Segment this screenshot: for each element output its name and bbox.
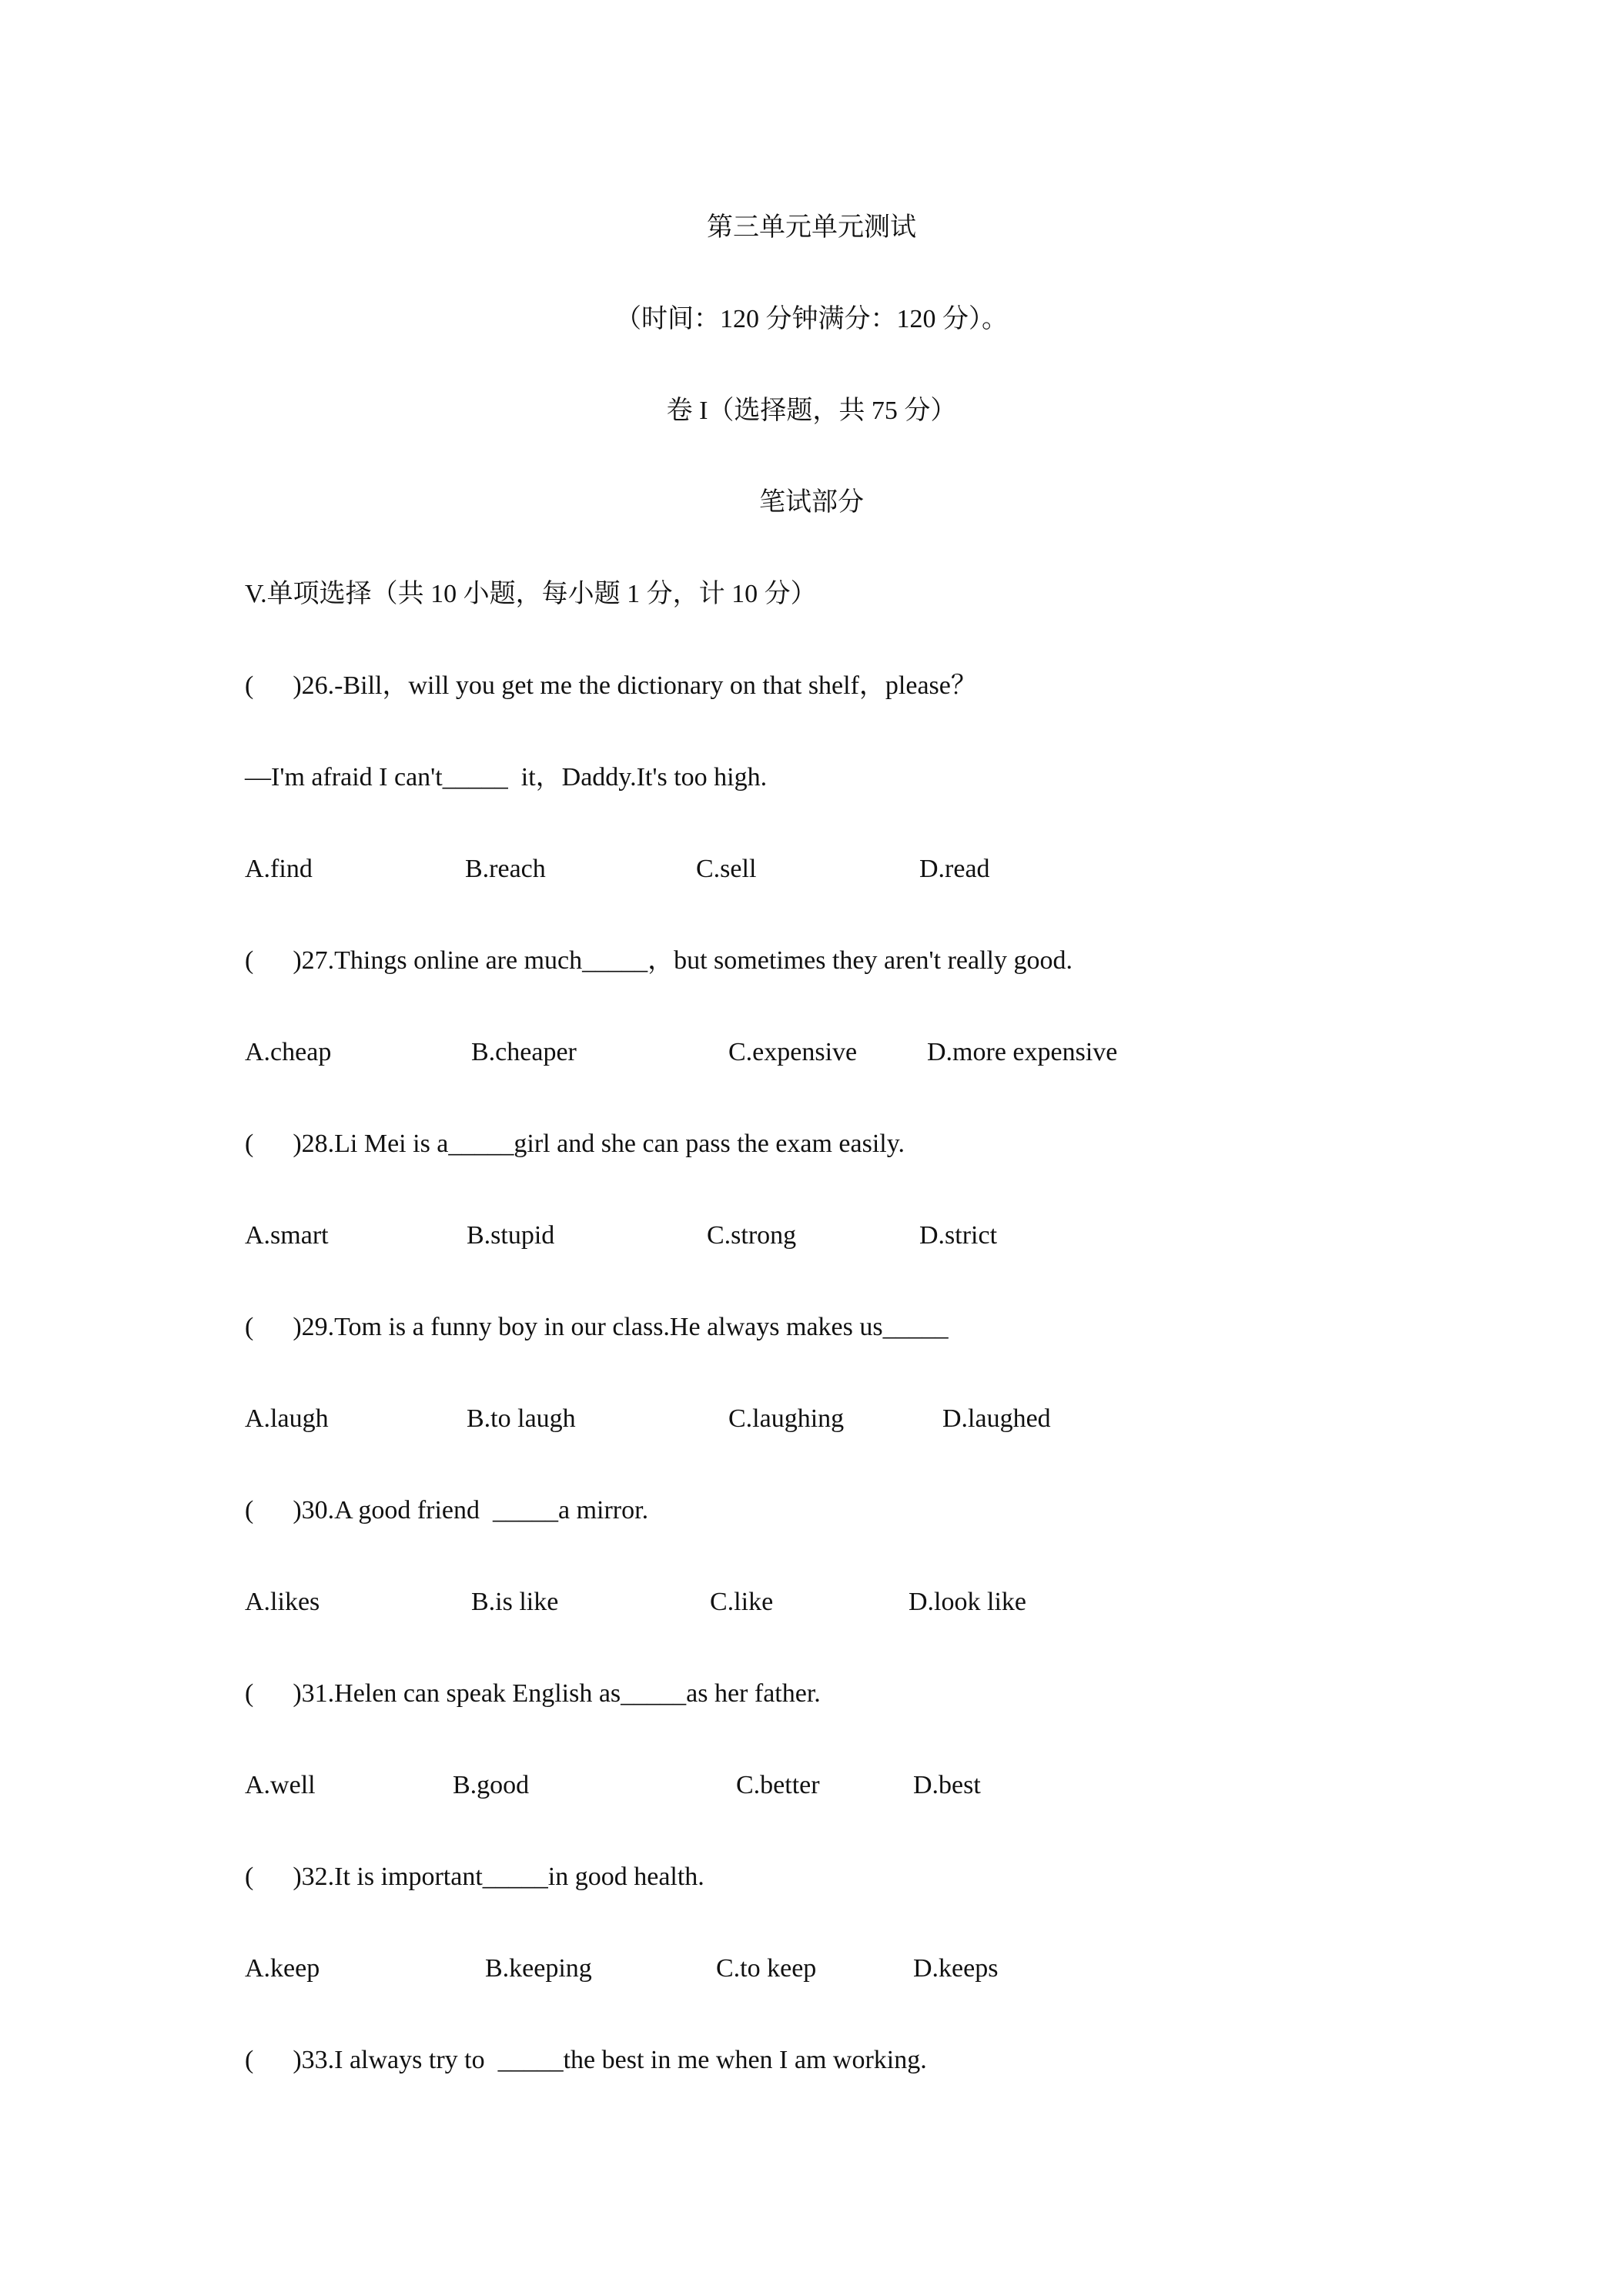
question-27-option-b: B.cheaper: [471, 1038, 577, 1066]
question-28-option-d: D.strict: [919, 1221, 998, 1250]
question-30-option-a: A.likes: [245, 1588, 320, 1616]
question-27-option-a: A.cheap: [245, 1038, 332, 1066]
time-info: （时间：120 分钟满分：120 分）。: [615, 305, 1008, 333]
question-29-stem: ( )29.Tom is a funny boy in our class.He always makes us_____: [245, 1313, 949, 1341]
section-heading: V.单项选择（共 10 小题，每小题 1 分，计 10 分）: [245, 580, 817, 608]
question-28-stem: ( )28.Li Mei is a_____girl and she can pass the exam easily.: [245, 1130, 905, 1158]
question-30-option-b: B.is like: [471, 1588, 559, 1616]
question-29-option-d: D.laughed: [942, 1404, 1051, 1433]
question-31-option-a: A.well: [245, 1771, 316, 1799]
question-32-option-a: A.keep: [245, 1954, 320, 1983]
part-heading: 笔试部分: [759, 488, 864, 517]
question-30-option-d: D.look like: [909, 1588, 1026, 1616]
question-31-option-b: B.good: [453, 1771, 530, 1799]
question-32-option-b: B.keeping: [485, 1954, 592, 1983]
question-28-option-c: C.strong: [707, 1221, 797, 1250]
question-26-stem-reply: —I'm afraid I can't_____ it，Daddy.It's too high.: [245, 763, 768, 792]
question-30-option-c: C.like: [710, 1588, 774, 1616]
question-29-option-a: A.laugh: [245, 1404, 329, 1433]
volume-heading: 卷 I（选择题，共 75 分）: [666, 397, 957, 425]
page-title: 第三单元单元测试: [707, 213, 916, 242]
question-31-option-d: D.best: [913, 1771, 981, 1799]
question-29-option-c: C.laughing: [728, 1404, 845, 1433]
question-26-option-c: C.sell: [696, 855, 757, 883]
question-31-option-c: C.better: [736, 1771, 820, 1799]
question-32-stem: ( )32.It is important_____in good health.: [245, 1863, 704, 1891]
question-32-option-c: C.to keep: [716, 1954, 817, 1983]
question-33-stem: ( )33.I always try to _____the best in me when I am working.: [245, 2046, 927, 2074]
question-28-option-b: B.stupid: [467, 1221, 555, 1250]
question-26-option-b: B.reach: [465, 855, 546, 883]
question-30-stem: ( )30.A good friend _____a mirror.: [245, 1496, 649, 1525]
question-26-stem: ( )26.-Bill，will you get me the dictionary on that shelf，please？: [245, 671, 977, 700]
question-31-stem: ( )31.Helen can speak English as_____as her father.: [245, 1679, 821, 1708]
question-26-option-a: A.find: [245, 855, 313, 883]
question-29-option-b: B.to laugh: [467, 1404, 576, 1433]
question-26-option-d: D.read: [919, 855, 990, 883]
question-32-option-d: D.keeps: [913, 1954, 999, 1983]
question-27-stem: ( )27.Things online are much_____，but sometimes they aren't really good.: [245, 946, 1073, 975]
question-28-option-a: A.smart: [245, 1221, 329, 1250]
question-27-option-c: C.expensive: [728, 1038, 858, 1066]
question-27-option-d: D.more expensive: [927, 1038, 1118, 1066]
